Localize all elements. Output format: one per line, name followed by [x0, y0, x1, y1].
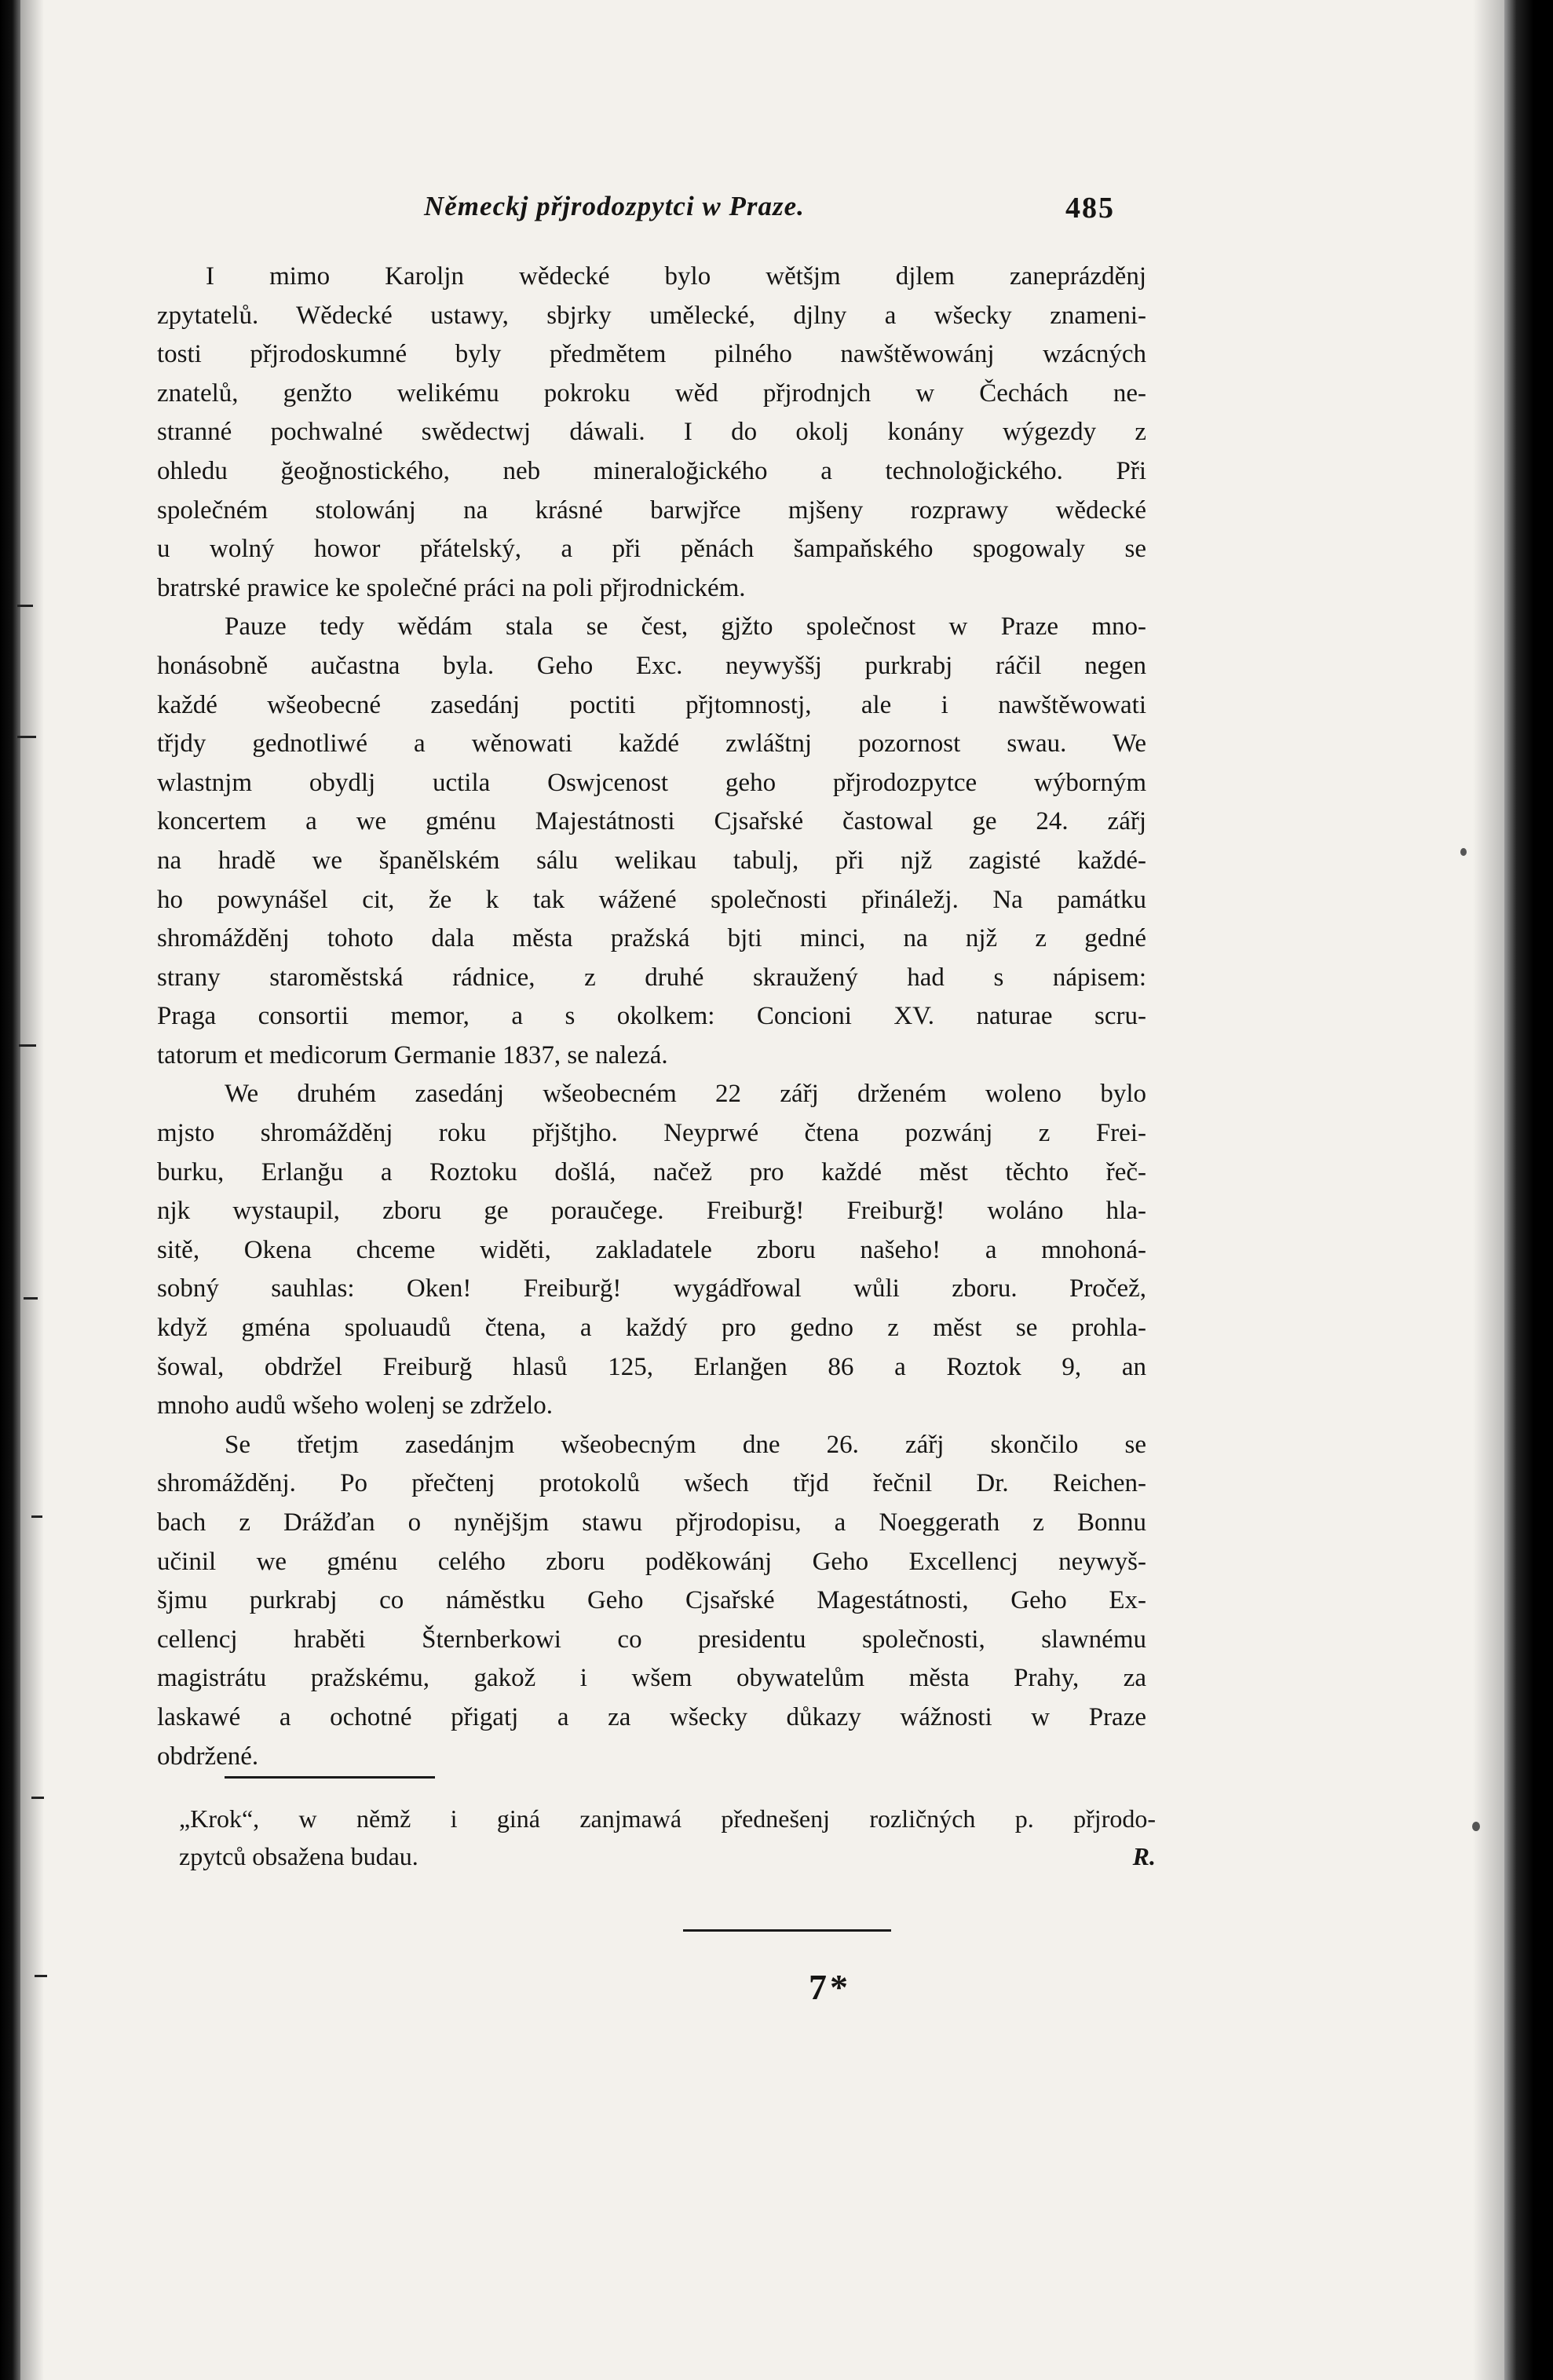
text-line: sobný sauhlas: Oken! Freiburğ! wygádřowal wůli zboru. Pročež, [157, 1274, 1146, 1303]
scan-shadow-left [20, 0, 44, 2380]
page-number: 485 [1065, 192, 1115, 225]
margin-mark [35, 1975, 47, 1977]
text-line: učinil we gménu celého zboru poděkowánj Geho Excellencj neywyš- [157, 1547, 1146, 1576]
footnote [179, 1800, 1156, 1875]
text-line: ho powynášel cit, že k tak wážené společnosti přináležj. Na památku [157, 885, 1146, 914]
margin-mark [24, 1297, 38, 1300]
text-line: šjmu purkrabj co náměstku Geho Cjsařské Magestátnosti, Geho Ex- [157, 1586, 1146, 1615]
closing-rule [683, 1929, 891, 1932]
text-line: cellencj hraběti Šternberkowi co presidentu společnosti, slawnému [157, 1625, 1146, 1654]
text-line: šowal, obdržel Freiburğ hlasů 125, Erlanğen 86 a Roztok 9, an [157, 1352, 1146, 1381]
text-line: Se třetjm zasedánjm wšeobecným dne 26. zářj skončilo se [225, 1430, 1146, 1459]
text-line: We druhém zasedánj wšeobecném 22 zářj drženém woleno bylo [225, 1080, 1146, 1109]
text-line: mjsto shromážděnj roku přjštjho. Neyprwé čtena pozwánj z Frei- [157, 1119, 1146, 1148]
text-line: na hradě we španělském sálu welikau tabulj, při njž zagisté každé- [157, 846, 1146, 875]
margin-mark [31, 1797, 44, 1799]
text-line: shromážděnj. Po přečtenj protokolů wšech třjd řečnil Dr. Reichen- [157, 1469, 1146, 1498]
text-line: shromážděnj tohoto dala města pražská bjti minci, na njž z gedné [157, 924, 1146, 953]
text-line: stranné pochwalné swědectwj dáwali. I do okolj konány wýgezdy z [157, 418, 1146, 447]
margin-mark [17, 736, 36, 738]
text-line: zpytatelů. Wědecké ustawy, sbjrky umělecké, djlny a wšecky znameni- [157, 301, 1146, 330]
text-line: wlastnjm obydlj uctila Oswjcenost geho přjrodozpytce wýborným [157, 768, 1146, 797]
text-line: laskawé a ochotné přigatj a za wšecky důkazy wážnosti w Praze [157, 1702, 1146, 1731]
ink-spot [1472, 1822, 1480, 1831]
margin-mark [31, 1515, 42, 1518]
scan-edge-right [1504, 0, 1553, 2380]
text-line: mnoho audů wšeho wolenj se zdrželo. [157, 1391, 554, 1420]
footnote-separator [225, 1776, 435, 1779]
margin-mark [17, 605, 33, 607]
signature-mark: 7* [809, 1967, 851, 2007]
text-line: tatorum et medicorum Germanie 1837, se nalezá. [157, 1040, 668, 1069]
ink-spot [1460, 848, 1467, 856]
text-line: sitě, Okena chceme widěti, zakladatele zboru našeho! a mnohoná- [157, 1235, 1146, 1264]
text-line: honásobně aučastna byla. Geho Exc. neywyššj purkrabj ráčil negen [157, 651, 1146, 680]
text-line: když gména spoluaudů čtena, a každý pro gedno z měst se prohla- [157, 1314, 1146, 1343]
footnote-line [179, 1837, 1156, 1875]
text-line: I mimo Karolјn wědecké bylo wětšјm djlem zaneprázděnj [206, 262, 1146, 291]
text-line: magistrátu pražskému, gakož i wšem obywatelům města Prahy, za [157, 1664, 1146, 1693]
scan-edge-left [0, 0, 20, 2380]
text-line: u wolný howor přátelský, a při pěnách šampaňského spogowaly se [157, 535, 1146, 564]
footnote-signature: R. [1132, 1842, 1156, 1870]
text-line: burku, Erlanğu a Roztoku došlá, načež pro každé měst těchto řeč- [157, 1157, 1146, 1186]
text-line: třjdy gednotliwé a wěnowati každé zwláštnj pozornost swau. We [157, 729, 1146, 759]
text-line: koncertem a we gménu Majestátnosti Cjsařské častowal ge 24. zářj [157, 807, 1146, 836]
text-line: znatelů, genžto welikému pokroku wěd přjrodnjch w Čechách ne- [157, 378, 1146, 408]
text-line: bratrské prawice ke společné práci na poli přjrodnickém. [157, 573, 746, 602]
text-line: Pauze tedy wědám stala se čest, gjžto společnost w Praze mno- [225, 612, 1146, 642]
margin-mark [19, 1044, 36, 1047]
running-title: Německj přjrodozpytci w Praze. [424, 191, 805, 221]
scan-shadow-right [1473, 0, 1504, 2380]
text-line: bach z Drážďan o nynějšjm stawu přjrodopisu, a Noeggerath z Bonnu [157, 1508, 1146, 1537]
text-line: Praga consortii memor, a s okolkem: Concioni XV. naturae scru- [157, 1002, 1146, 1031]
text-line: společném stolowánj na krásné barwjřce mjšeny rozprawy wědecké [157, 495, 1146, 525]
text-line: obdržené. [157, 1742, 259, 1771]
footnote-line-text: zpytců obsažena budau. [179, 1842, 418, 1870]
text-line: strany staroměstská rádnice, z druhé skraužený had s nápisem: [157, 963, 1146, 992]
running-header [424, 191, 1115, 230]
text-line: njk wystaupil, zboru ge poraučege. Freiburğ! Freiburğ! woláno hla- [157, 1197, 1146, 1226]
text-line: ohledu ğeoğnostického, neb mineraloğického a technoloğického. Při [157, 456, 1146, 485]
text-line: tosti přjrodoskumné byly předmětem pilného nawštěwowánj wzácných [157, 340, 1146, 369]
body-text [157, 258, 1146, 1776]
footnote-line: „Krok“, w němž i giná zanjmawá přednešenj rozličných p. přjrodo- [179, 1804, 1156, 1833]
text-line: každé wšeobecné zasedánj poctiti přjtomnostj, ale i nawštěwowati [157, 690, 1146, 719]
